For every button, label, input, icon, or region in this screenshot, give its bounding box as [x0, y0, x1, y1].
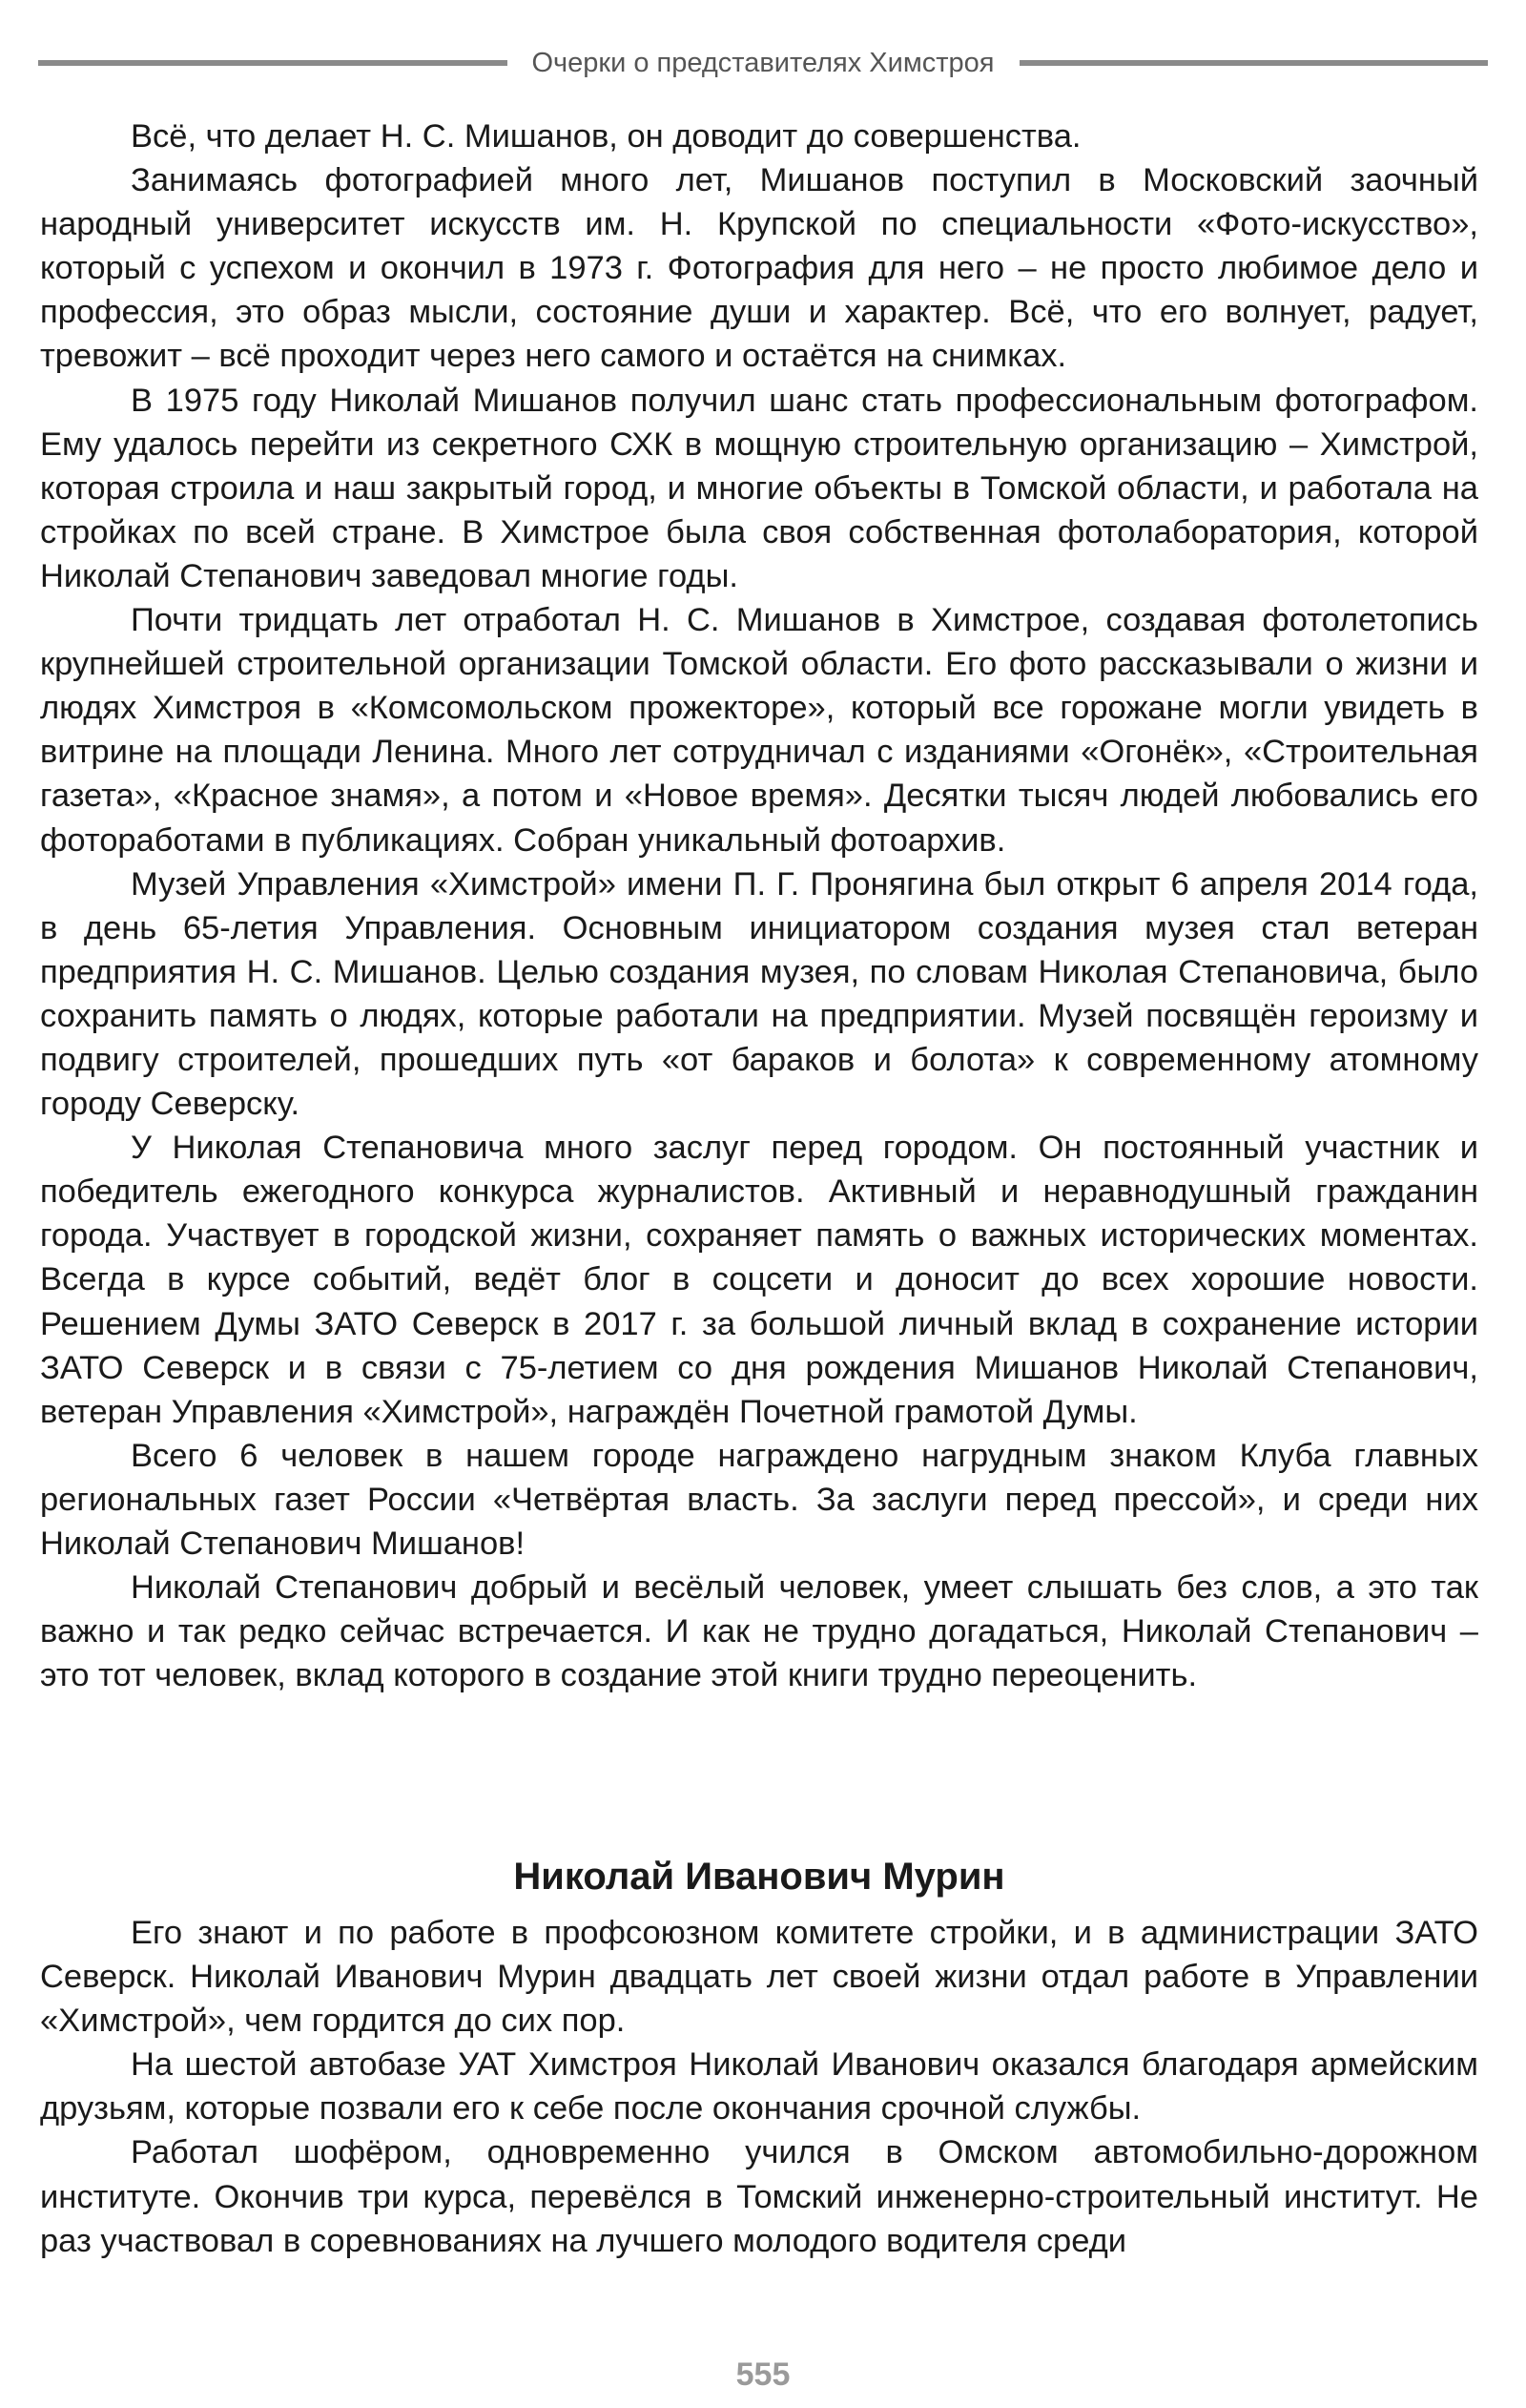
page-number: 555	[735, 2356, 791, 2393]
paragraph: На шестой автобазе УАТ Химстроя Николай Иванович оказался благодаря армейским друзьям, которые позвали его к себе после окончания срочной службы.	[40, 2046, 1478, 2128]
section-text	[40, 1911, 1478, 2263]
section-heading: Николай Иванович Мурин	[513, 1856, 1005, 1898]
running-header-title: Очерки о представителях Химстроя	[531, 47, 995, 78]
paragraph: Николай Степанович добрый и весёлый человек, умеет слышать без слов, а это так важно и так редко сейчас встречается. И как не трудно догадаться, Николай Степанович – это тот человек, вклад которого в создание этой книги трудно переоценить.	[40, 1569, 1478, 1694]
paragraph: Музей Управления «Химстрой» имени П. Г. Пронягина был открыт 6 апреля 2014 года, в день 65-летия Управления. Основным инициатором создания музея стал ветеран предприятия Н. С. Мишанов. Целью создания музея, по словам Николая Степановича, было сохранить память о людях, которые работали на предприятии. Музей посвящён героизму и подвигу строителей, прошедших путь «от бараков и болота» к современному атомному городу Северску.	[40, 865, 1478, 1123]
main-text	[40, 114, 1478, 1697]
running-header	[38, 44, 1488, 82]
paragraph: Занимаясь фотографией много лет, Мишанов поступил в Московский заочный народный университет искусств им. Н. Крупской по специальности «Фото-искусство», который с успехом и окончил в 1973 г. Фотография для него – не просто любимое дело и профессия, это образ мысли, состояние души и характер. Всё, что его волнует, радует, тревожит – всё проходит через него самого и остаётся на снимках.	[40, 162, 1478, 375]
paragraph: Почти тридцать лет отработал Н. С. Мишанов в Химстрое, создавая фотолетопись крупнейшей строительной организации Томской области. Его фото рассказывали о жизни и людях Химстроя в «Комсомольском прожекторе», который все горожане могли увидеть в витрине на площади Ленина. Много лет сотрудничал с изданиями «Огонёк», «Строительная газета», «Красное знамя», а потом и «Новое время». Десятки тысяч людей любовались его фотоработами в публикациях. Собран уникальный фотоархив.	[40, 602, 1478, 859]
paragraph: Работал шофёром, одновременно учился в Омском автомобильно-дорожном институте. Окончив три курса, перевёлся в Томский инженерно-строительный институт. Не раз участвовал в соревнованиях на лучшего молодого водителя среди	[40, 2134, 1478, 2259]
paragraph: Всего 6 человек в нашем городе награждено нагрудным знаком Клуба главных региональных газет России «Четвёртая власть. За заслуги перед прессой», и среди них Николай Степанович Мишанов!	[40, 1437, 1478, 1562]
paragraph: В 1975 году Николай Мишанов получил шанс стать профессиональным фотографом. Ему удалось перейти из секретного СХК в мощную строительную организацию – Химстрой, которая строила и наш закрытый город, и многие объекты в Томской области, и работала на стройках по всей стране. В Химстрое была своя собственная фотолаборатория, которой Николай Степанович заведовал многие годы.	[40, 382, 1478, 594]
paragraph: У Николая Степановича много заслуг перед городом. Он постоянный участник и победитель ежегодного конкурса журналистов. Активный и неравнодушный гражданин города. Участвует в городской жизни, сохраняет память о важных исторических моментах. Всегда в курсе событий, ведёт блог в соцсети и доносит до всех хорошие новости. Решением Думы ЗАТО Северск в 2017 г. за большой личный вклад в сохранение истории ЗАТО Северск и в связи с 75-летием со дня рождения Мишанов Николай Степанович, ветеран Управления «Химстрой», награждён Почетной грамотой Думы.	[40, 1130, 1478, 1430]
paragraph: Его знают и по работе в профсоюзном комитете стройки, и в администрации ЗАТО Северск. Николай Иванович Мурин двадцать лет своей жизни отдал работе в Управлении «Химстрой», чем гордится до сих пор.	[40, 1915, 1478, 2040]
header-rule-right	[1020, 60, 1489, 66]
paragraph: Всё, что делает Н. С. Мишанов, он доводит до совершенства.	[131, 118, 1082, 155]
header-rule-left	[38, 60, 507, 66]
